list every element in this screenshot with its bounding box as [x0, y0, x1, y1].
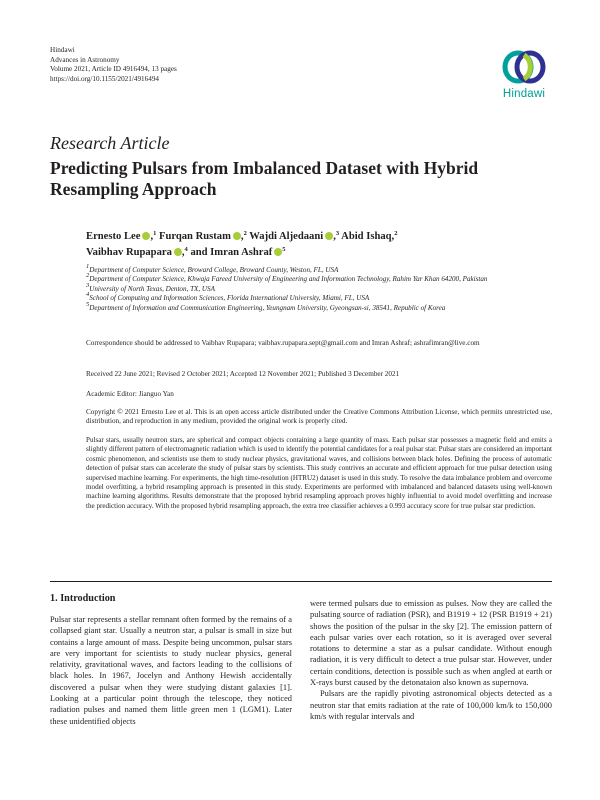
volume-line: Volume 2021, Article ID 4916494, 13 pages — [50, 65, 177, 74]
section-heading: 1. Introduction — [50, 593, 116, 604]
paper-title: Predicting Pulsars from Imbalanced Dataset with Hybrid Resampling Approach — [50, 158, 479, 199]
article-type: Research Article — [50, 133, 170, 153]
affiliation: $^2$Department of Computer Science, Khwaja Fareed University of Engineering and Information Technology, Rahim Yar Khan 64200, Pakistan — [86, 272, 488, 284]
orcid-icon[interactable] — [233, 232, 241, 240]
author[interactable]: Vaibhav Rupapara ,$^4$ — [86, 246, 188, 258]
publication-dates: Received 22 June 2021; Revised 2 October 2021; Accepted 12 November 2021; Published 3 December 2021 — [86, 370, 400, 378]
affiliation: $^5$Department of Information and Communication Engineering, Yeungnam University, Gyeongsan-si, 38541, Republic of Korea — [86, 300, 446, 312]
academic-editor: Academic Editor: Jianguo Yan — [86, 390, 174, 398]
publisher-name: Hindawi — [50, 46, 75, 54]
copyright-notice: Copyright © 2021 Ernesto Lee et al. This is an open access article distributed under the Creative Commons Attribution License, which permits unrestricted use, distribution, and reproduction in any medium, provided the original work is properly cited. — [86, 408, 552, 426]
body-column-right — [310, 598, 552, 722]
body-column-left — [50, 614, 292, 727]
author[interactable]: Furqan Rustam ,$^2$ — [159, 230, 247, 242]
abstract: Pulsar stars, usually neutron stars, are spherical and compact objects containing a large quantity of mass. Each pulsar star possesses a magnetic field and emits a slightly different pattern of electromagnetic radiation which is used to identify the potential candidates for a real pulsar star. Pulsar stars are considered an important cosmic phenomenon, and scientists use them to study nuclear physics, gravitational waves, and collisions between black holes. Defining the process of automatic detection of pulsar stars can accelerate the study of pulsar stars by scientists. This study contrives an accurate and efficient approach for true pulsar detection using supervised machine learning. For experiments, the high time-resolution (HTRU2) dataset is used in this study. To resolve the data imbalance problem and overcome model overfitting, a hybrid resampling approach is presented in this study. Experiments are performed with imbalanced and balanced datasets using well-known machine learning algorithms. Results demonstrate that the proposed hybrid resampling approach proves highly influential to avoid model overfitting and increase the prediction accuracy. With the proposed hybrid resampling approach, the extra tree classifier achieves a 0.993 accuracy score for true pulsar star prediction. — [86, 436, 552, 510]
author[interactable]: and Imran Ashraf $^5$ — [190, 246, 286, 258]
correspondence: Correspondence should be addressed to Vaibhav Rupapara; vaibhav.rupapara.sept@gmail.com and Imran Ashraf; ashrafimran@live.com — [86, 339, 480, 347]
author[interactable]: Abid Ishaq,$^2$ — [341, 230, 398, 242]
orcid-icon[interactable] — [142, 232, 150, 240]
logo-text: Hindawi — [502, 88, 546, 100]
affiliation: $^3$University of North Texas, Denton, TX, USA — [86, 281, 215, 293]
body-paragraph: Pulsars are the rapidly pivoting astronomical objects detected as a neutron star that emits radiation at the rate of 100,000 km/k to 150,000 km/s with regular intervals and — [310, 689, 552, 721]
section-divider — [50, 581, 552, 582]
body-paragraph: were termed pulsars due to emission as pulses. Now they are called the pulsating source of radiation (PSR), and B1919 + 12 (PSR B1919 + 21) shows the position of the pulsar in the sky [2]. The emission pattern of each pulsar varies over each rotation, so it is averaged over several rotations to determine a star as a pulsar candidate. Without enough radiation, it is very difficult to detect a true pulsar star. However, under certain conditions, detection is possible such as when angled at earth or X-rays burst caused by the detonataion also known as supernova. — [310, 599, 552, 688]
hindawi-logo-icon — [502, 47, 546, 87]
journal-name: Advances in Astronomy — [50, 55, 120, 64]
affiliation: $^1$Department of Computer Science, Broward College, Broward County, Weston, FL, USA — [86, 263, 339, 274]
affiliation-list — [86, 263, 556, 313]
author-list — [86, 229, 546, 261]
orcid-icon[interactable] — [174, 248, 182, 256]
body-paragraph: Pulsar star represents a stellar remnant often formed by the remains of a collapsed giant star. Usually a neutron star, a pulsar is small in size but contains a large amount of mass. Despite being uncommon, pulsar stars are very important for scientists to study nuclear physics, general relativity, gravitational waves, and factors leading to the collisions of black holes. In 1967, Jocelyn and Anthony Hewish accidentally discovered a pulsar when they were studying distant galaxies [1]. Looking at a particular point through the telescope, they noticed radiation pulses and named them little green men 1 (LGM1). Later these unidentified objects — [50, 615, 292, 726]
orcid-icon[interactable] — [325, 232, 333, 240]
author[interactable]: Ernesto Lee ,$^1$ — [86, 230, 157, 242]
doi-link[interactable]: https://doi.org/10.1155/2021/4916494 — [50, 74, 160, 83]
journal-info — [50, 46, 177, 84]
affiliation: $^4$School of Computing and Information Sciences, Florida International University, Miami, FL, USA — [86, 291, 370, 303]
hindawi-logo — [496, 47, 552, 105]
author[interactable]: Wajdi Aljedaani ,$^3$ — [249, 230, 340, 242]
